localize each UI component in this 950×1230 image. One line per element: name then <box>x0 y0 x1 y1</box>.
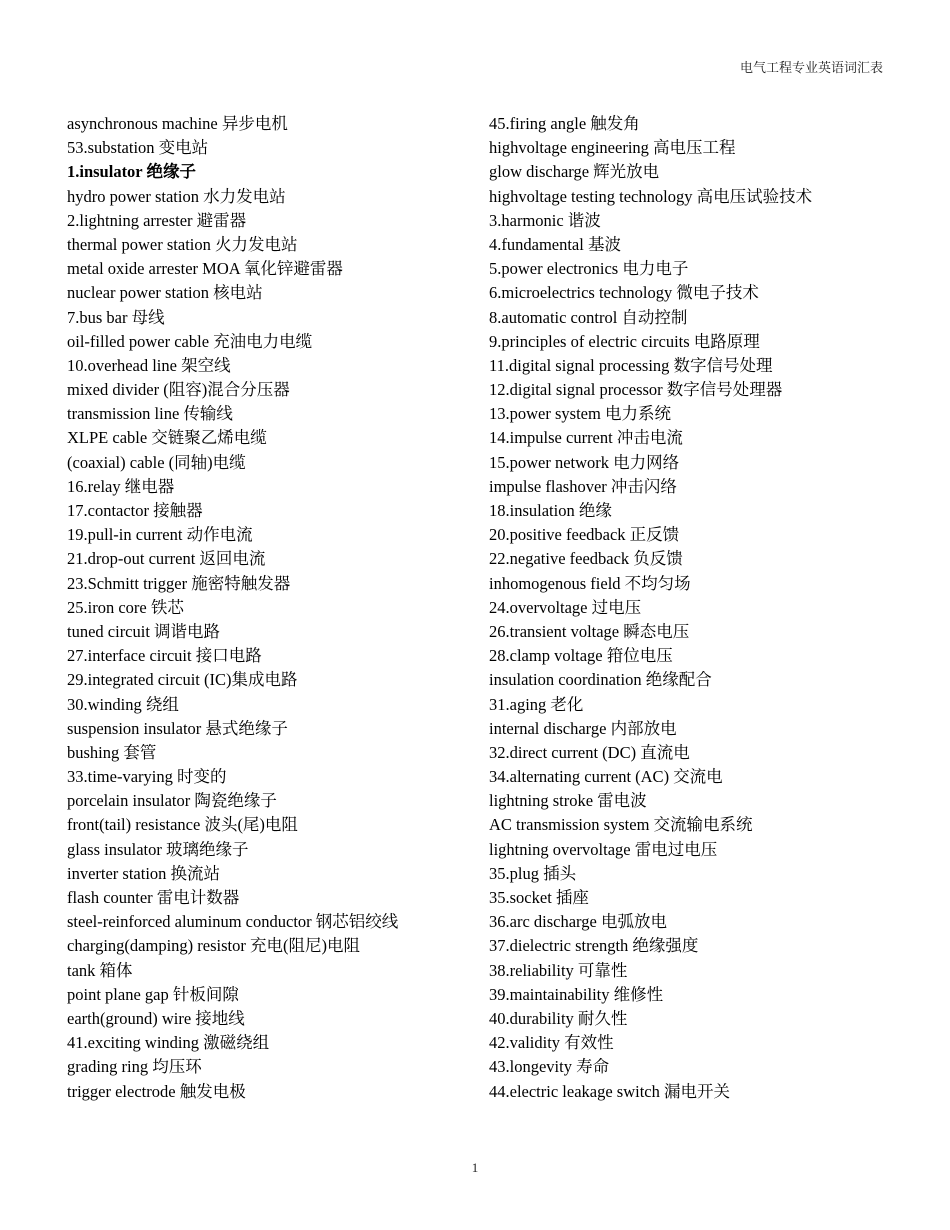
glossary-entry: tuned circuit 调谐电路 <box>67 621 221 641</box>
glossary-entry: highvoltage testing technology 高电压试验技术 <box>489 186 813 206</box>
glossary-entry: 2.lightning arrester 避雷器 <box>67 210 247 230</box>
glossary-entry: 38.reliability 可靠性 <box>489 960 628 980</box>
glossary-entry: 33.time-varying 时变的 <box>67 767 227 787</box>
glossary-entry: 13.power system 电力系统 <box>489 404 671 424</box>
glossary-entry: steel-reinforced aluminum conductor 钢芯铝绞线 <box>67 912 399 932</box>
glossary-entry: 24.overvoltage 过电压 <box>489 597 642 617</box>
glossary-entry: 26.transient voltage 瞬态电压 <box>489 621 690 641</box>
glossary-entry: 27.interface circuit 接口电路 <box>67 646 262 666</box>
glossary-left-column <box>67 112 472 1104</box>
glossary-entry: 53.substation 变电站 <box>67 138 209 158</box>
glossary-entry: 30.winding 绕组 <box>67 694 179 714</box>
glossary-entry: impulse flashover 冲击闪络 <box>489 476 677 496</box>
glossary-entry: suspension insulator 悬式绝缘子 <box>67 718 288 738</box>
glossary-entry: 12.digital signal processor 数字信号处理器 <box>489 380 783 400</box>
glossary-entry: glow discharge 辉光放电 <box>489 162 660 182</box>
glossary-entry: (coaxial) cable (同轴)电缆 <box>67 452 246 472</box>
glossary-entry: transmission line 传输线 <box>67 404 233 424</box>
glossary-entry: porcelain insulator 陶瓷绝缘子 <box>67 791 277 811</box>
glossary-entry: grading ring 均压环 <box>67 1057 202 1077</box>
glossary-entry: 36.arc discharge 电弧放电 <box>489 912 667 932</box>
glossary-entry: front(tail) resistance 波头(尾)电阻 <box>67 815 298 835</box>
glossary-entry: 15.power network 电力网络 <box>489 452 680 472</box>
glossary-entry: 21.drop-out current 返回电流 <box>67 549 266 569</box>
glossary-entry: 28.clamp voltage 箝位电压 <box>489 646 673 666</box>
glossary-entry: 22.negative feedback 负反馈 <box>489 549 683 569</box>
glossary-entry: 1.insulator 绝缘子 <box>67 162 196 182</box>
glossary-entry: 41.exciting winding 激磁绕组 <box>67 1033 270 1053</box>
glossary-entry: earth(ground) wire 接地线 <box>67 1008 245 1028</box>
glossary-entry: internal discharge 内部放电 <box>489 718 677 738</box>
glossary-entry: insulation coordination 绝缘配合 <box>489 670 712 690</box>
glossary-entry: 29.integrated circuit (IC)集成电路 <box>67 670 298 690</box>
glossary-right-column <box>489 112 889 1104</box>
glossary-entry: inhomogenous field 不均匀场 <box>489 573 691 593</box>
glossary-entry: asynchronous machine 异步电机 <box>67 114 288 133</box>
glossary-entry: 35.socket 插座 <box>489 888 589 907</box>
page-header-title: 电气工程专业英语词汇表 <box>739 60 883 75</box>
glossary-entry: tank 箱体 <box>67 960 133 980</box>
glossary-entry: 3.harmonic 谐波 <box>489 210 601 230</box>
glossary-entry: thermal power station 火力发电站 <box>67 234 298 254</box>
glossary-entry: AC transmission system 交流输电系统 <box>489 815 753 835</box>
glossary-entry: 39.maintainability 维修性 <box>489 984 664 1004</box>
glossary-entry: metal oxide arrester MOA 氧化锌避雷器 <box>67 259 343 279</box>
page-number: 1 <box>471 1160 479 1175</box>
glossary-entry: nuclear power station 核电站 <box>67 283 263 303</box>
glossary-entry: lightning stroke 雷电波 <box>489 791 647 811</box>
glossary-entry: point plane gap 针板间隙 <box>67 984 239 1004</box>
glossary-entry: 5.power electronics 电力电子 <box>489 259 689 279</box>
glossary-entry: trigger electrode 触发电极 <box>67 1081 246 1101</box>
glossary-entry: 16.relay 继电器 <box>67 476 175 496</box>
glossary-entry: 37.dielectric strength 绝缘强度 <box>489 936 699 956</box>
glossary-entry: 7.bus bar 母线 <box>67 307 165 327</box>
glossary-entry: 34.alternating current (AC) 交流电 <box>489 767 723 787</box>
glossary-entry: 43.longevity 寿命 <box>489 1057 610 1077</box>
glossary-entry: 35.plug 插头 <box>489 863 577 883</box>
glossary-entry: 6.microelectrics technology 微电子技术 <box>489 283 759 303</box>
glossary-entry: hydro power station 水力发电站 <box>67 186 286 206</box>
glossary-entry: glass insulator 玻璃绝缘子 <box>67 839 249 859</box>
glossary-entry: 32.direct current (DC) 直流电 <box>489 742 690 762</box>
glossary-entry: 40.durability 耐久性 <box>489 1008 628 1028</box>
glossary-entry: 44.electric leakage switch 漏电开关 <box>489 1081 730 1101</box>
glossary-entry: oil-filled power cable 充油电力电缆 <box>67 331 313 351</box>
glossary-entry: bushing 套管 <box>67 742 157 762</box>
glossary-entry: 4.fundamental 基波 <box>489 234 621 254</box>
glossary-entry: 31.aging 老化 <box>489 694 584 714</box>
glossary-entry: 20.positive feedback 正反馈 <box>489 525 680 545</box>
glossary-entry: 25.iron core 铁芯 <box>67 597 184 617</box>
glossary-entry: 19.pull-in current 动作电流 <box>67 525 253 545</box>
glossary-entry: 42.validity 有效性 <box>489 1033 614 1053</box>
glossary-entry: 14.impulse current 冲击电流 <box>489 428 683 448</box>
glossary-entry: charging(damping) resistor 充电(阻尼)电阻 <box>67 936 360 956</box>
glossary-entry: 8.automatic control 自动控制 <box>489 307 688 327</box>
glossary-entry: inverter station 换流站 <box>67 863 221 883</box>
glossary-entry: 45.firing angle 触发角 <box>489 114 640 133</box>
glossary-entry: 9.principles of electric circuits 电路原理 <box>489 331 760 351</box>
glossary-entry: mixed divider (阻容)混合分压器 <box>67 380 290 400</box>
glossary-entry: 11.digital signal processing 数字信号处理 <box>489 355 773 375</box>
glossary-entry: flash counter 雷电计数器 <box>67 888 240 907</box>
glossary-entry: lightning overvoltage 雷电过电压 <box>489 839 718 859</box>
glossary-entry: 18.insulation 绝缘 <box>489 501 612 520</box>
glossary-entry: 17.contactor 接触器 <box>67 501 203 520</box>
glossary-entry: 23.Schmitt trigger 施密特触发器 <box>67 573 291 593</box>
glossary-entry: 10.overhead line 架空线 <box>67 355 231 375</box>
glossary-entry: highvoltage engineering 高电压工程 <box>489 138 736 158</box>
glossary-entry: XLPE cable 交链聚乙烯电缆 <box>67 428 267 448</box>
